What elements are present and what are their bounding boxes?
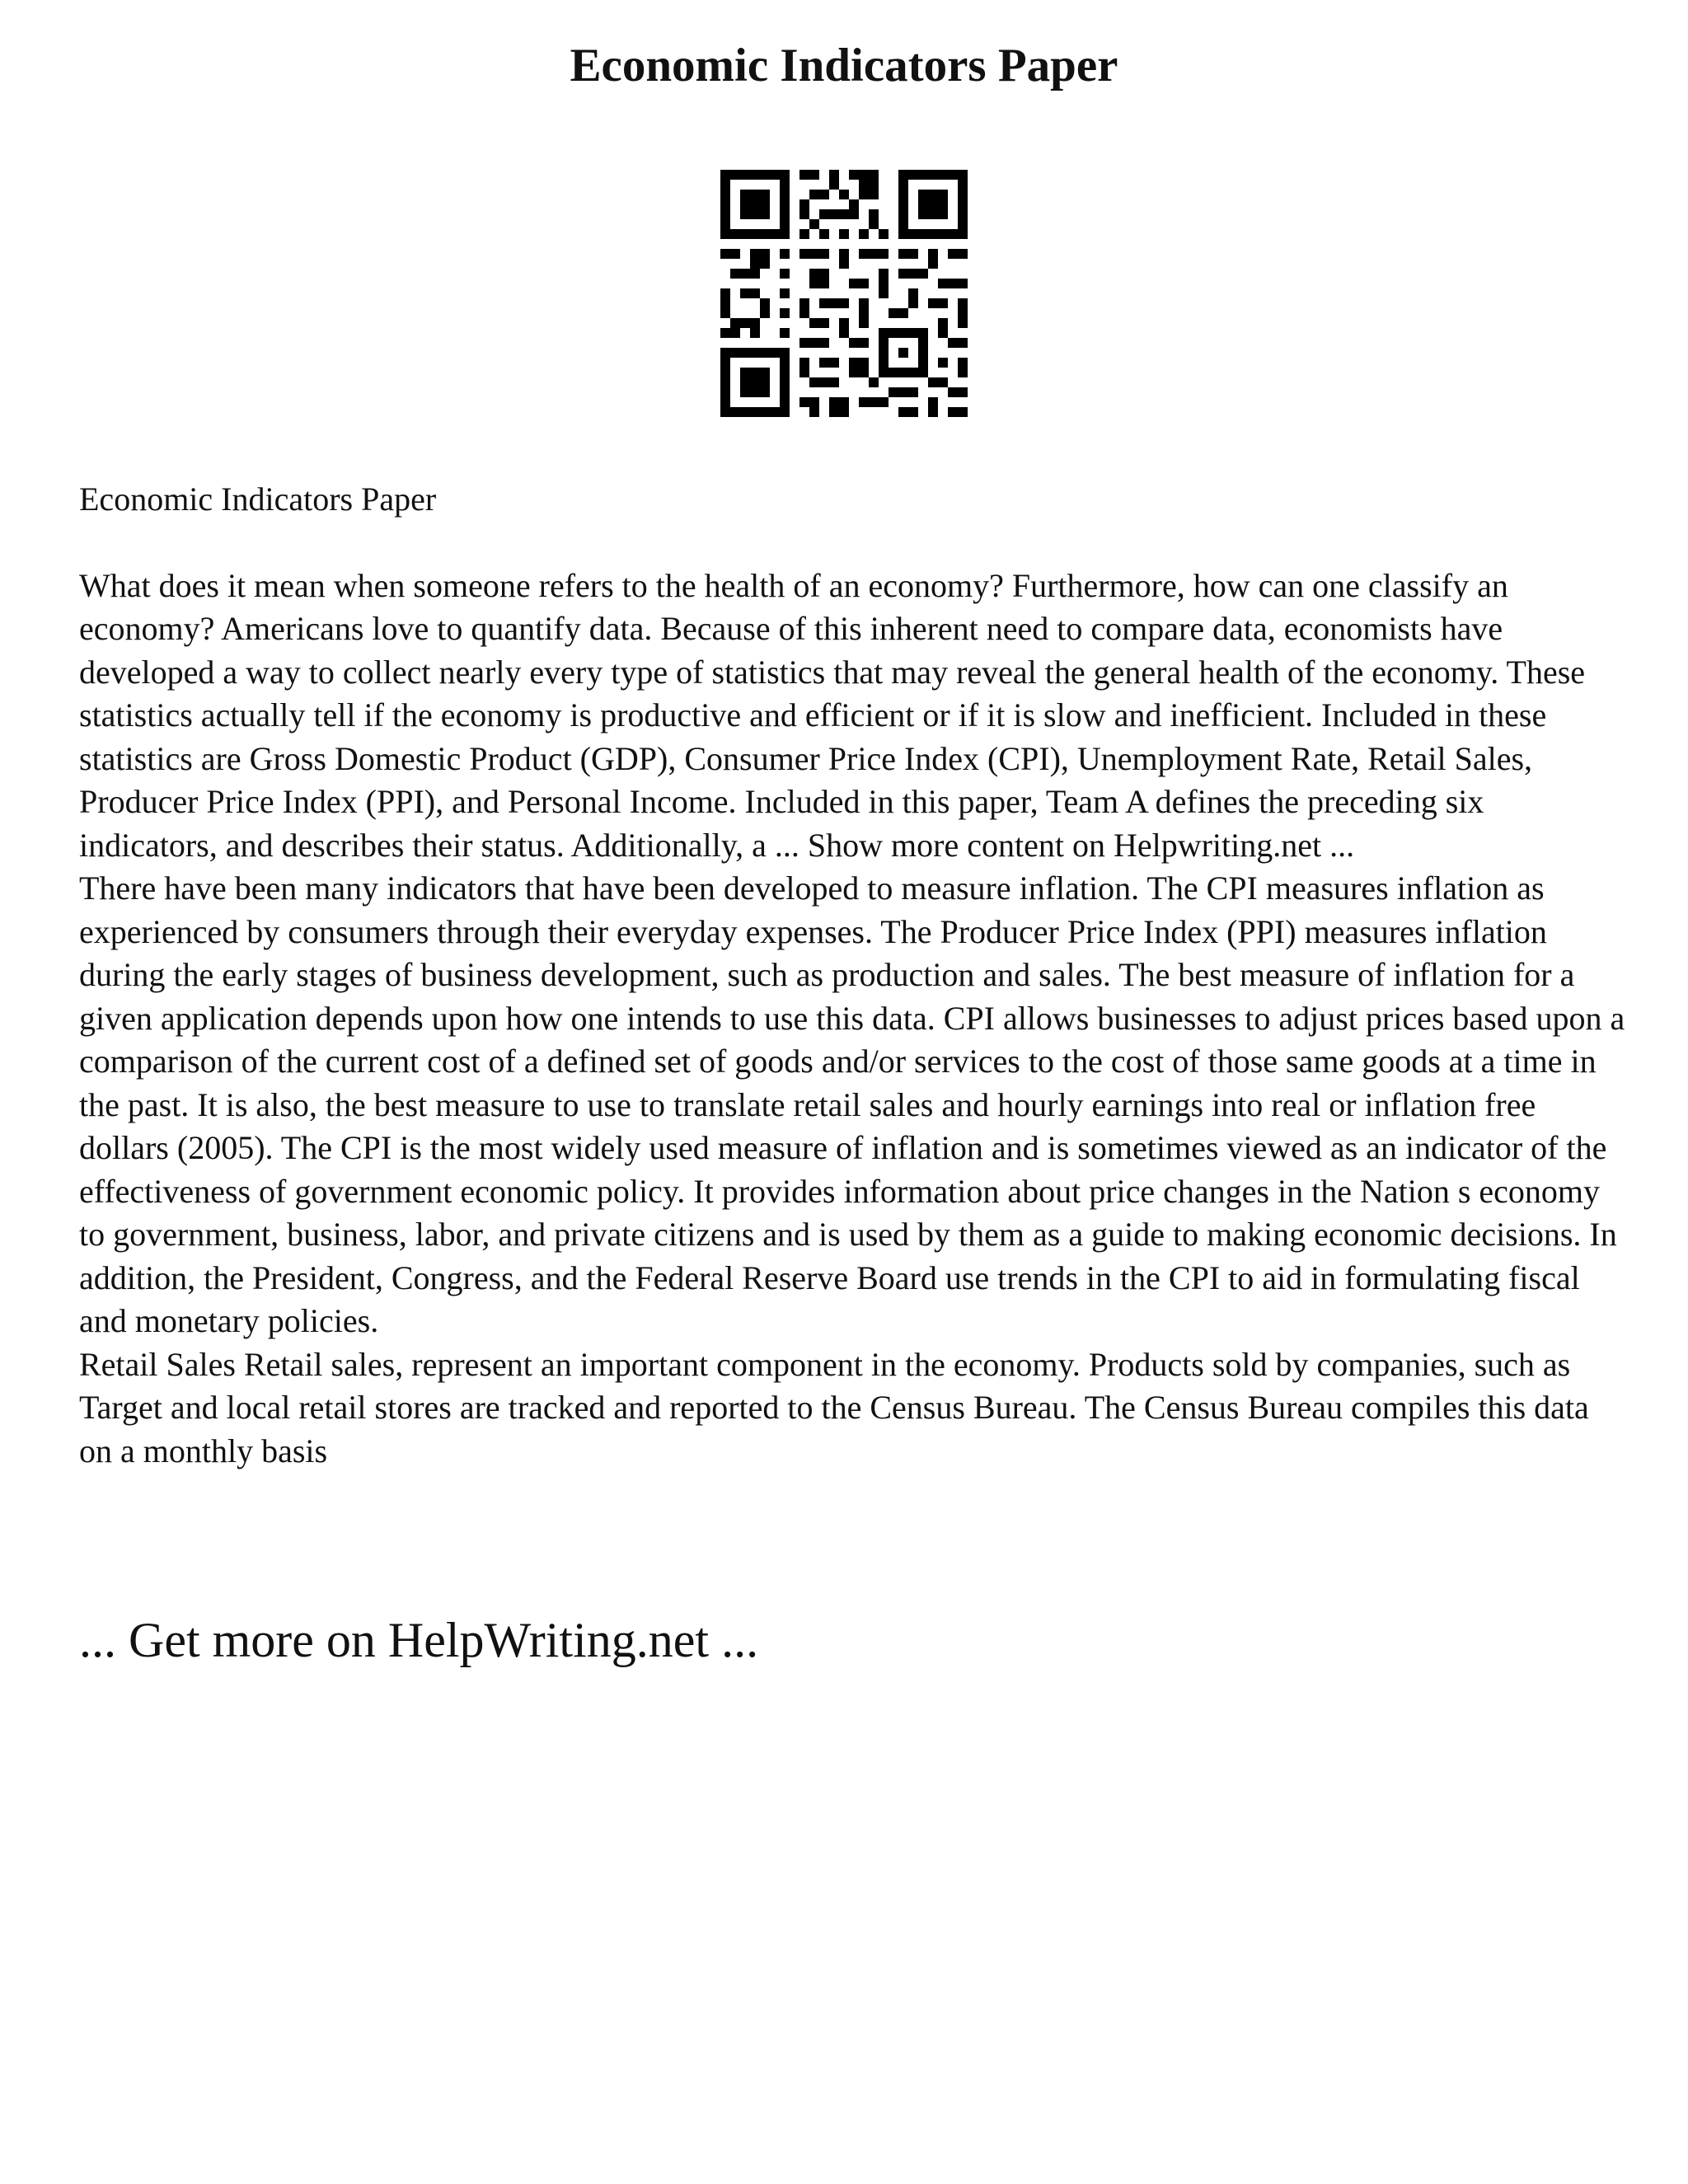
- paragraph: There have been many indicators that have been developed to measure inflation. The CPI measures inflation as experienced by consumers through their everyday expenses. The Producer Price Index (PPI) measures inflation during the early stages of business development, such as production and sales. The best measure of inflation for a given application depends upon how one intends to use this data. CPI allows businesses to adjust prices based upon a comparison of the current cost of a defined set of goods and/or services to the cost of those same goods at a time in the past. It is also, the best measure to use to translate retail sales and hourly earnings into real or inflation free dollars (2005). The CPI is the most widely used measure of inflation and is sometimes viewed as an indicator of the effectiveness of government economic policy. It provides information about price changes in the Nation s economy to government, business, labor, and private citizens and is used by them as a guide to making economic decisions. In addition, the President, Congress, and the Federal Reserve Board use trends in the CPI to aid in formulating fiscal and monetary policies.: [79, 869, 1625, 1339]
- paragraph: Retail Sales Retail sales, represent an important component in the economy. Products sold by companies, such as Target and local retail stores are tracked and reported to the Census Bureau. The Census Bureau compiles this data on a monthly basis: [79, 1345, 1589, 1469]
- article-body: [79, 478, 1629, 1473]
- get-more-link[interactable]: ... Get more on HelpWriting.net ...: [79, 1613, 759, 1667]
- paragraph: What does it mean when someone refers to the health of an economy? Furthermore, how can one classify an economy? Americans love to quantify data. Because of this inherent need to compare data, economists have developed a way to collect nearly every type of statistics that may reveal the general health of the economy. These statistics actually tell if the economy is productive and efficient or if it is slow and inefficient. Included in these statistics are Gross Domestic Product (GDP), Consumer Price Index (CPI), Unemployment Rate, Retail Sales, Producer Price Index (PPI), and Personal Income. Included in this paper, Team A defines the preceding six indicators, and describes their status. Additionally, a ... Show more content on Helpwriting.net ...: [79, 566, 1586, 864]
- article-subtitle: Economic Indicators Paper: [79, 480, 437, 518]
- document-title: Economic Indicators Paper: [570, 40, 1118, 91]
- qr-code-icon: [720, 170, 968, 417]
